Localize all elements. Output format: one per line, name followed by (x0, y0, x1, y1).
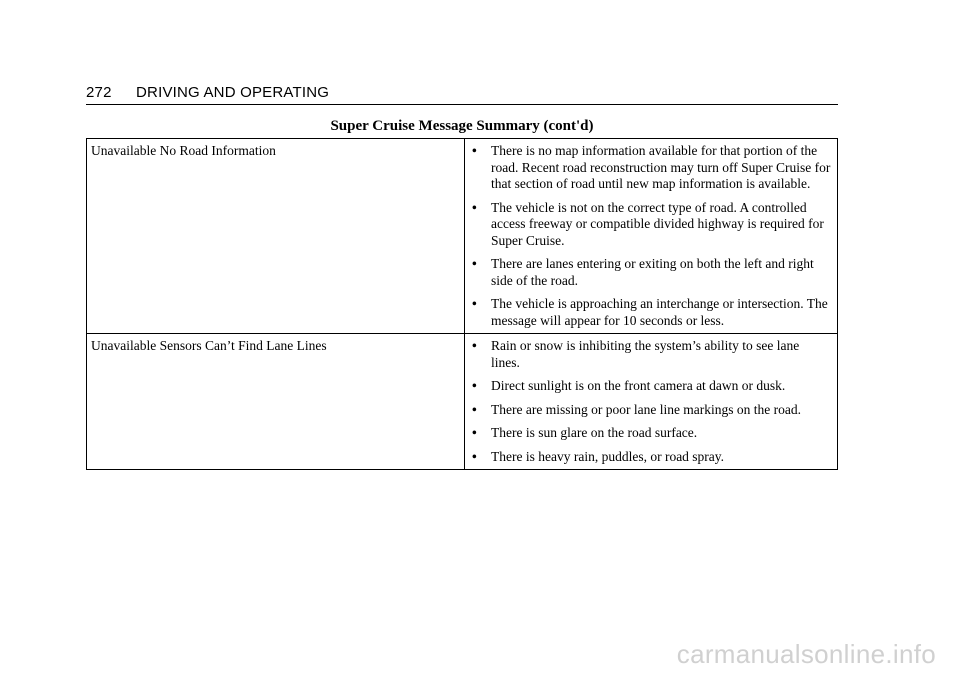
message-cell: Unavailable Sensors Can’t Find Lane Lines (87, 334, 465, 470)
list-item (469, 296, 831, 329)
description-cell (465, 334, 838, 470)
bullet-list (469, 143, 831, 329)
bullet-icon: • (472, 256, 477, 271)
list-item (469, 256, 831, 289)
list-item-text: There is heavy rain, puddles, or road spray. (491, 448, 725, 464)
list-item (469, 378, 831, 395)
bullet-icon: • (472, 143, 477, 158)
section-title: DRIVING AND OPERATING (136, 84, 330, 101)
table-row (87, 334, 838, 470)
bullet-icon: • (472, 296, 477, 311)
bullet-icon: • (472, 338, 477, 353)
list-item-text: There are lanes entering or exiting on both the left and right side of the road. (491, 256, 814, 288)
bullet-icon: • (472, 401, 477, 417)
list-item (469, 449, 831, 466)
bullet-icon: • (472, 425, 477, 440)
table-row (87, 139, 838, 334)
list-item-text: Direct sunlight is on the front camera at dawn or dusk. (491, 378, 786, 393)
table-title: Super Cruise Message Summary (cont'd) (330, 118, 594, 134)
page-header (86, 84, 838, 105)
bullet-list (469, 338, 831, 465)
list-item (469, 425, 831, 442)
bullet-icon: • (472, 378, 477, 393)
bullet-icon: • (472, 199, 477, 215)
page-number: 272 (86, 84, 112, 101)
list-item (469, 402, 831, 419)
watermark: carmanualsonline.info (676, 639, 936, 669)
list-item (469, 338, 831, 371)
bullet-icon: • (472, 448, 477, 464)
list-item-text: The vehicle is not on the correct type of road. A controlled access freeway or compatible divided highway is required for Super Cruise. (491, 199, 824, 248)
message-summary-table (86, 138, 838, 470)
description-cell (465, 139, 838, 334)
message-cell: Unavailable No Road Information (87, 139, 465, 334)
list-item (469, 143, 831, 193)
list-item-text: There is sun glare on the road surface. (491, 425, 698, 440)
list-item-text: The vehicle is approaching an interchange or intersection. The message will appear for 10 seconds or less. (491, 296, 828, 328)
list-item (469, 200, 831, 250)
list-item-text: There is no map information available for that portion of the road. Recent road reconstruction may turn off Super Cruise for that section of road until new map information is available. (491, 143, 831, 191)
list-item-text: There are missing or poor lane line markings on the road. (491, 401, 802, 417)
list-item-text: Rain or snow is inhibiting the system’s ability to see lane lines. (491, 338, 800, 370)
